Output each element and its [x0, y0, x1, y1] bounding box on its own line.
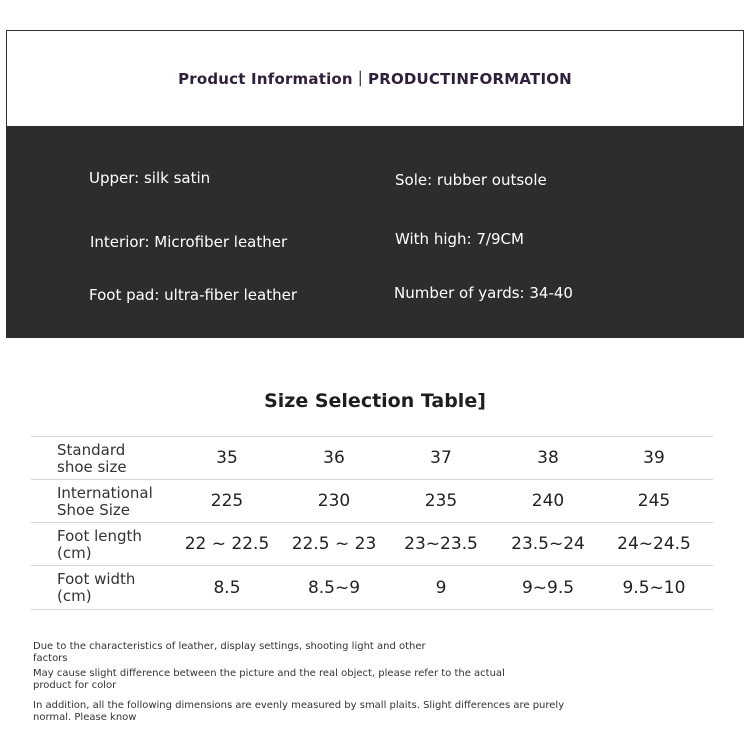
table-cell: 23~23.5: [404, 534, 478, 554]
table-cell: 23.5~24: [511, 534, 585, 554]
table-cell: 240: [531, 491, 565, 511]
size-table: [31, 436, 713, 610]
note-line: product for color: [33, 679, 117, 691]
row-label: [57, 485, 187, 519]
foot-pad-material: Foot pad: ultra-fiber leather: [89, 286, 297, 304]
note-line: Due to the characteristics of leather, display settings, shooting light and other: [33, 641, 426, 652]
table-cell: 225: [210, 491, 244, 511]
disclaimer-note-2: [33, 668, 593, 691]
table-cell: 24~24.5: [617, 534, 691, 554]
disclaimer-note-3: [33, 700, 593, 723]
heel-height: With high: 7/9CM: [395, 230, 524, 248]
note-line: normal. Please know: [33, 711, 137, 723]
table-cell: 36: [323, 448, 345, 468]
sole-material: Sole: rubber outsole: [395, 171, 547, 189]
table-cell: 22.5 ~ 23: [291, 534, 377, 554]
table-cell: 230: [317, 491, 351, 511]
disclaimer-note-1: [33, 641, 593, 664]
product-info-title: Product Information｜PRODUCTINFORMATION: [178, 70, 572, 88]
table-cell: 235: [424, 491, 458, 511]
row-label-line: (cm): [57, 587, 92, 605]
row-label-line: Standard: [57, 441, 126, 459]
size-table-title: Size Selection Table]: [264, 390, 486, 412]
table-cell: 9~9.5: [521, 577, 575, 598]
table-row-foot-width: [31, 565, 713, 610]
row-label: [57, 571, 187, 605]
size-range: Number of yards: 34-40: [394, 284, 573, 302]
product-info-panel: [6, 126, 744, 338]
row-label-line: Shoe Size: [57, 501, 130, 519]
row-label: [57, 528, 187, 562]
table-cell: 9: [435, 577, 447, 598]
product-info-header: [6, 30, 744, 126]
table-row-foot-length: [31, 522, 713, 565]
note-line: factors: [33, 652, 68, 664]
row-label: [57, 442, 187, 476]
row-label-line: International: [57, 484, 153, 502]
table-cell: 245: [637, 491, 671, 511]
table-row-international-size: [31, 479, 713, 522]
note-line: May cause slight difference between the picture and the real object, please refer to the actual: [33, 668, 505, 679]
table-cell: 35: [216, 448, 238, 468]
table-cell: 8.5~9: [307, 577, 361, 598]
row-label-line: Foot length: [57, 527, 142, 545]
upper-material: Upper: silk satin: [89, 169, 211, 187]
row-label-line: Foot width: [57, 570, 136, 588]
table-cell: 8.5: [213, 577, 241, 598]
table-cell: 39: [643, 448, 665, 468]
note-line: In addition, all the following dimensions are evenly measured by small plaits. Slight differences are purely: [33, 700, 565, 711]
table-row-standard-size: [31, 436, 713, 479]
table-cell: 38: [537, 448, 559, 468]
interior-material: Interior: Microfiber leather: [90, 233, 288, 251]
row-label-line: (cm): [57, 544, 92, 562]
table-cell: 37: [430, 448, 452, 468]
row-label-line: shoe size: [57, 458, 127, 476]
table-cell: 9.5~10: [622, 577, 686, 598]
table-cell: 22 ~ 22.5: [184, 534, 270, 554]
